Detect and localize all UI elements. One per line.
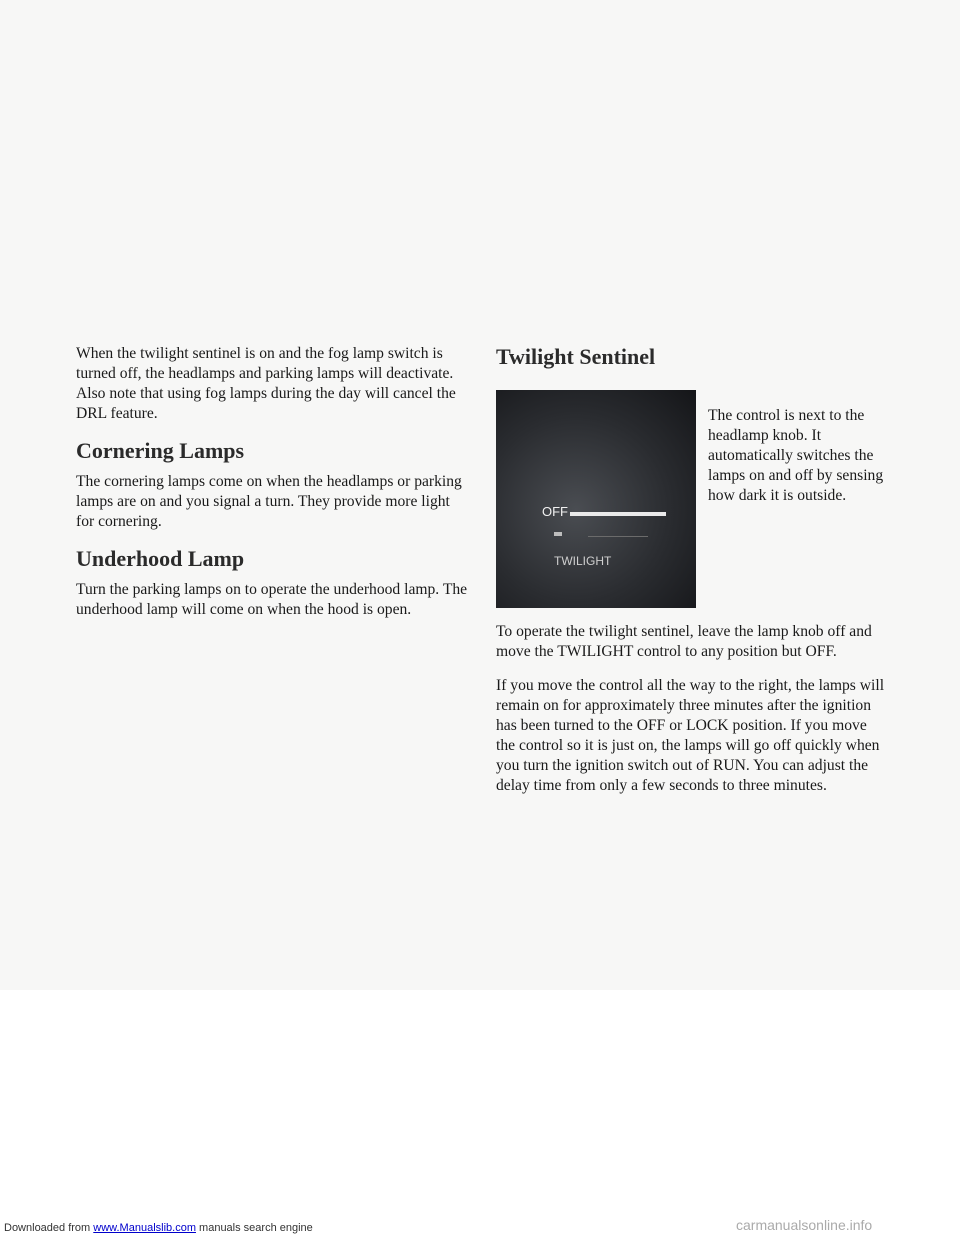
dotted-line	[588, 536, 648, 537]
intro-paragraph: When the twilight sentinel is on and the fog lamp switch is turned off, the headlamps and parking lamps will deactivate. Also note that using fog lamps during the day will cancel the DRL feature.	[76, 345, 456, 422]
underhood-lamp-heading: Underhood Lamp	[76, 546, 245, 571]
figure-row	[496, 390, 886, 608]
footer-suffix: manuals search engine	[195, 1222, 313, 1234]
slider-track	[570, 512, 666, 516]
photo-twilight-label: TWILIGHT	[554, 554, 612, 568]
photo-caption: The control is next to the headlamp knob. It automatically switches the lamps on and off by sensing how dark it is outside.	[708, 407, 884, 504]
photo-off-label: OFF	[542, 504, 568, 519]
twilight-control-photo	[496, 390, 696, 608]
operate-paragraph: To operate the twilight sentinel, leave the lamp knob off and move the TWILIGHT control to any position but OFF.	[496, 623, 872, 660]
delay-paragraph: If you move the control all the way to the right, the lamps will remain on for approximately three minutes after the ignition has been turned to the OFF or LOCK position. If you move the control so it is just on, the lamps will go off quickly when you turn the ignition switch out of RUN. You can adjust the delay time from only a few seconds to three minutes.	[496, 677, 885, 794]
cornering-lamps-heading: Cornering Lamps	[76, 438, 245, 463]
below-page-area	[0, 990, 960, 1242]
slider-mark	[554, 532, 562, 536]
twilight-sentinel-heading: Twilight Sentinel	[496, 344, 656, 369]
left-column	[76, 344, 468, 620]
underhood-lamp-text: Turn the parking lamps on to operate the underhood lamp. The underhood lamp will come on when the hood is open.	[76, 581, 468, 618]
watermark: carmanualsonline.info	[736, 1217, 873, 1233]
cornering-lamps-text: The cornering lamps come on when the headlamps or parking lamps are on and you signal a turn. They provide more light for cornering.	[76, 473, 462, 530]
right-column	[496, 344, 886, 796]
download-footer	[4, 1222, 313, 1234]
manualslib-link[interactable]: www.Manualslib.com	[93, 1222, 196, 1234]
footer-prefix: Downloaded from	[4, 1222, 94, 1234]
